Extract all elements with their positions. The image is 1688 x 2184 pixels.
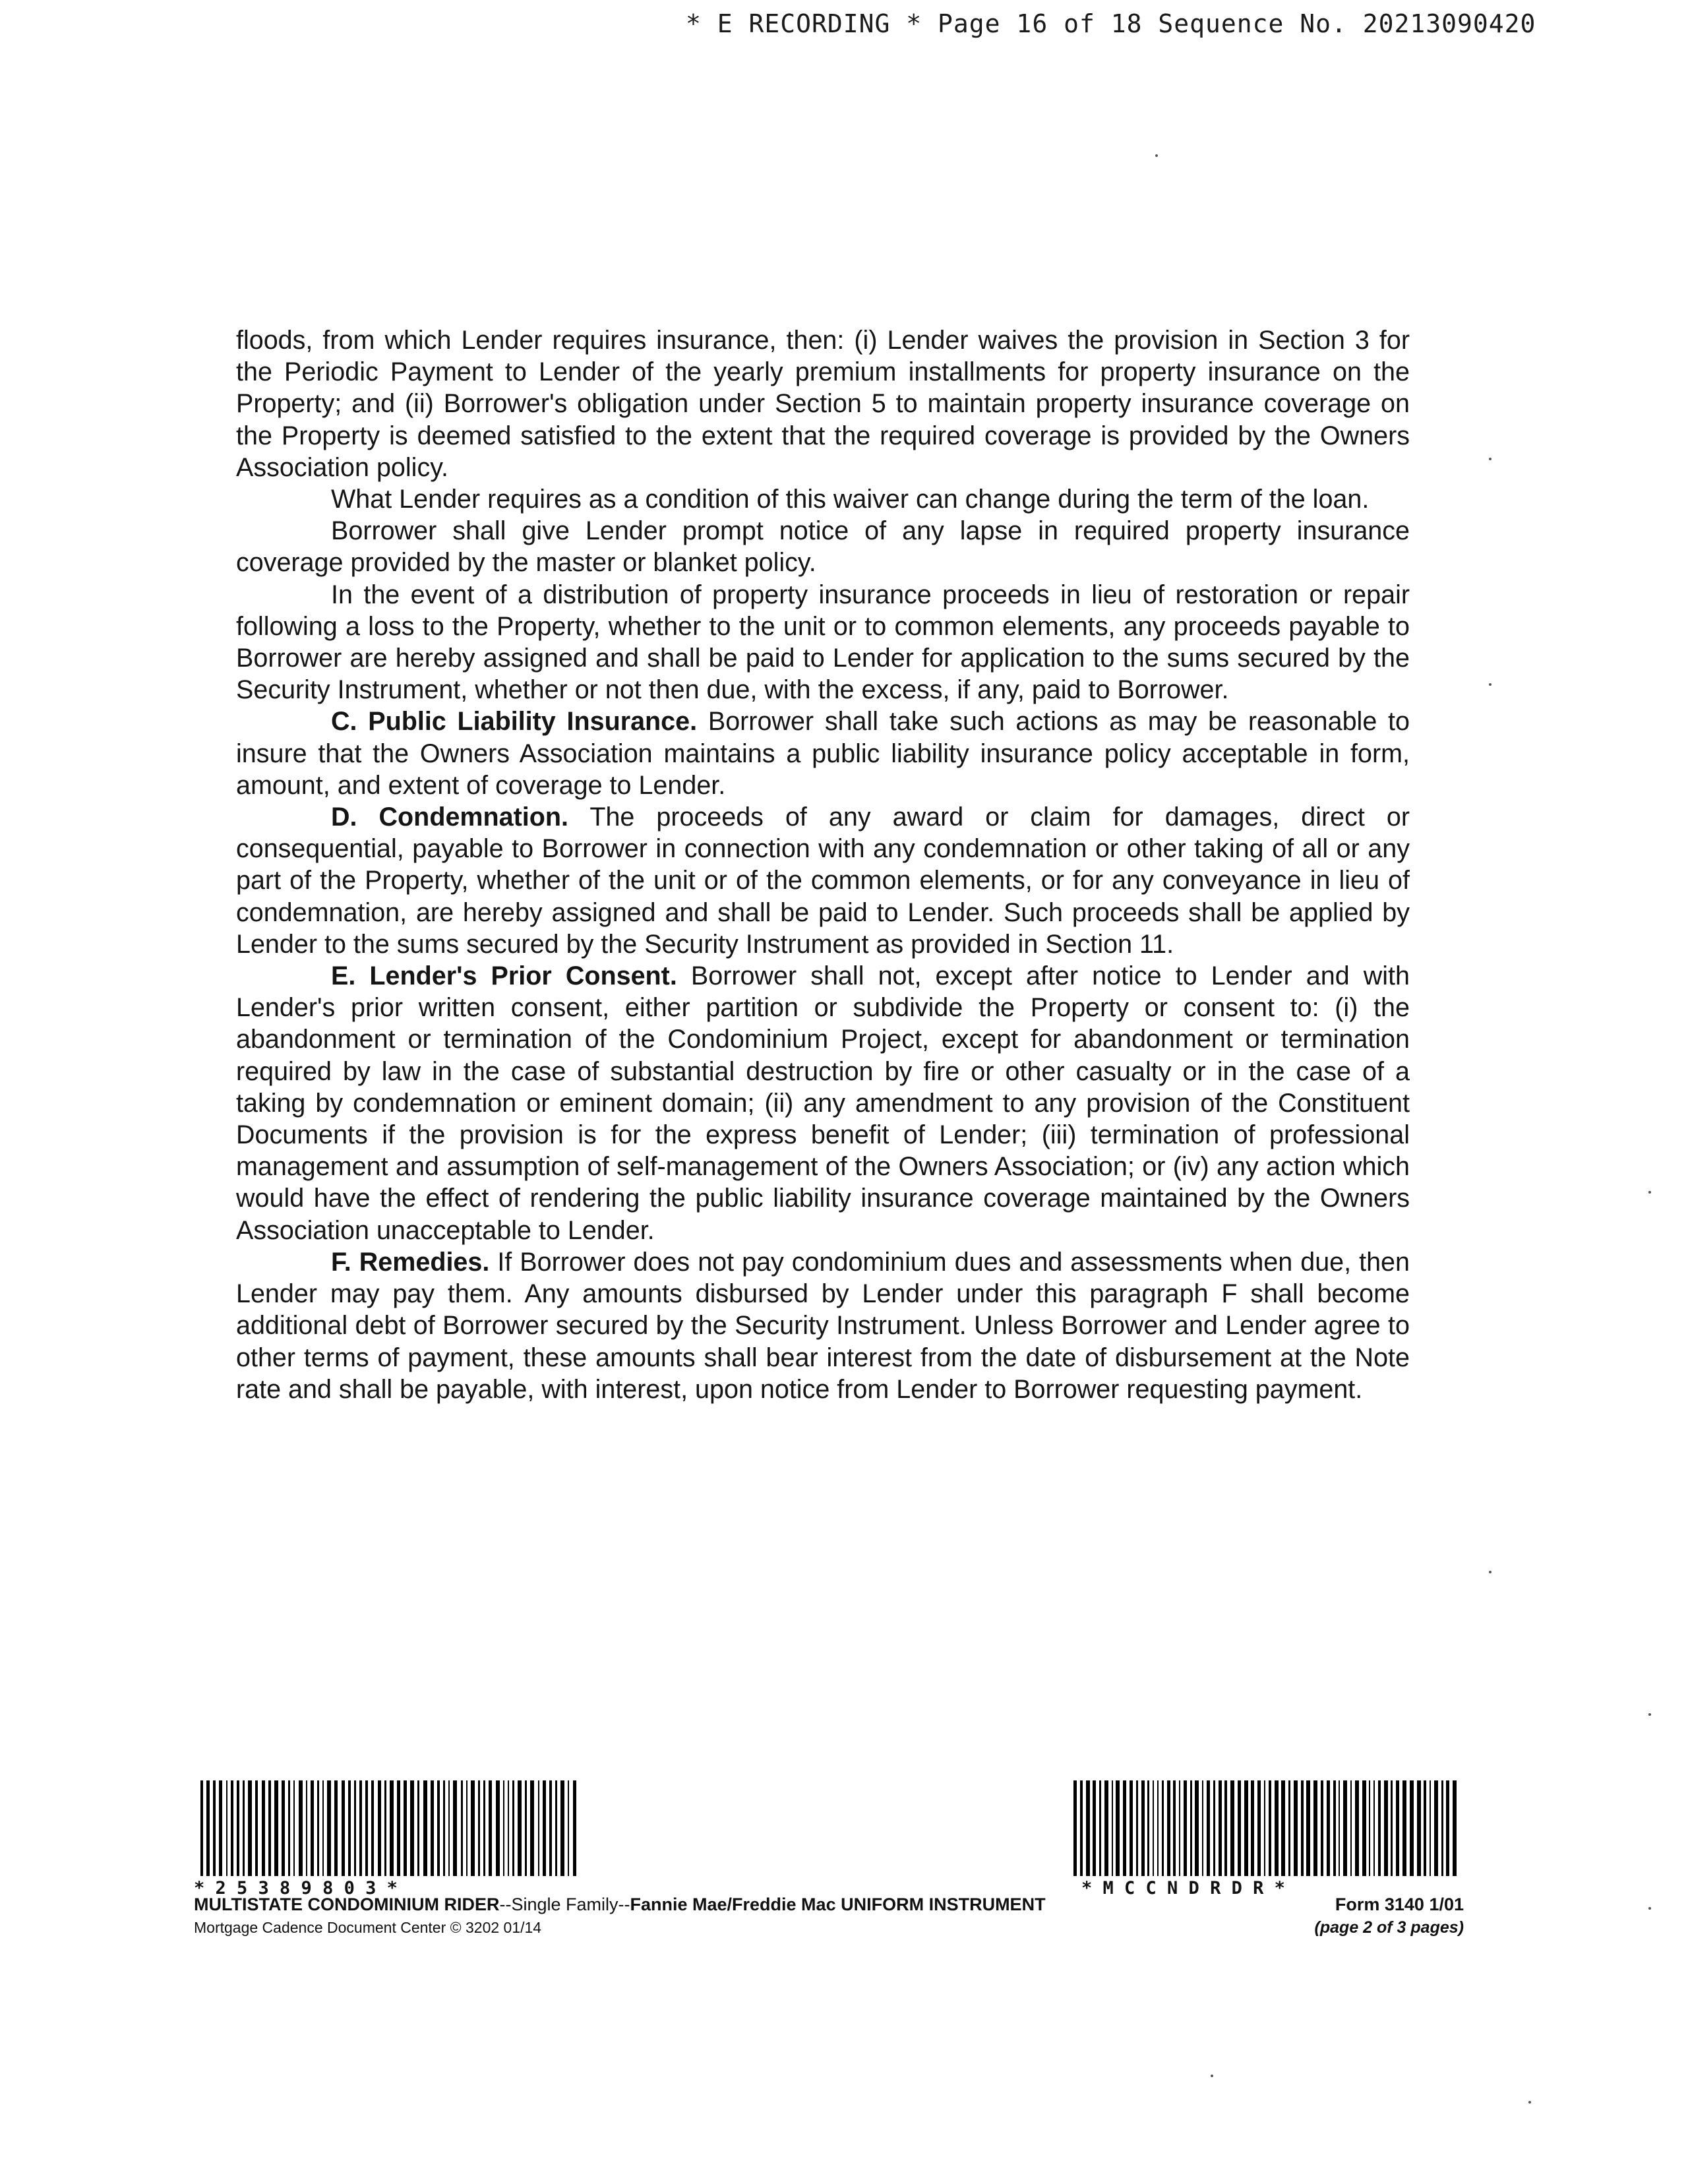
paragraph-lapse-notice: Borrower shall give Lender prompt notice of any lapse in required property insurance coverage provided by the master or blanket policy. xyxy=(236,516,1410,578)
barcode-bar xyxy=(1269,1780,1271,1876)
form-title-rest: Fannie Mae/Freddie Mac UNIFORM INSTRUMENT xyxy=(630,1895,1046,1914)
barcode-bar xyxy=(1184,1780,1187,1876)
barcode-left-caption: * 2 5 3 8 9 8 0 3 * xyxy=(194,1878,398,1898)
section-remedies xyxy=(236,1246,1410,1405)
barcode-bar xyxy=(378,1780,381,1876)
barcode-bar xyxy=(1195,1780,1199,1876)
barcode-bar xyxy=(1339,1780,1340,1876)
barcode-bar xyxy=(1207,1780,1210,1876)
barcode-bar xyxy=(306,1780,307,1876)
barcode-bar xyxy=(471,1780,475,1876)
section-prior-consent xyxy=(236,960,1410,1246)
barcode-bar xyxy=(1104,1780,1108,1876)
barcode-bar xyxy=(248,1780,252,1876)
barcode-bar xyxy=(282,1780,285,1876)
barcode-bar xyxy=(508,1780,509,1876)
barcode-bar xyxy=(311,1780,314,1876)
barcode-bar xyxy=(512,1780,514,1876)
barcode-bar xyxy=(1402,1780,1406,1876)
barcode-bar xyxy=(354,1780,356,1876)
barcode-bar xyxy=(262,1780,265,1876)
barcode-bar xyxy=(573,1780,576,1876)
scan-speck xyxy=(1489,683,1492,686)
barcode-bar xyxy=(443,1780,445,1876)
barcode-bar xyxy=(1213,1780,1215,1876)
barcode-bar xyxy=(1396,1780,1399,1876)
barcode-bar xyxy=(1362,1780,1366,1876)
page-indicator: (page 2 of 3 pages) xyxy=(1314,1918,1464,1937)
section-text: Borrower shall not, except after notice to Lender and with Lender's prior written consent, either partition or subdivide the Property or consent to: (i) the abandonment or termination of the Condominium Project, except for abandonment or termination required by law in the case of substantial destruction by fire or other casualty or in the case of a taking by condemnation or eminent domain; (ii) any amendment to any provision of the Constituent Documents if the provision is for the express benefit of Lender; (iii) termination of professional management and assumption of self-management of the Owners Association; or (iv) any action which would have the effect of rendering the public liability insurance coverage maintained by the Owners Association unacceptable to Lender. xyxy=(236,961,1410,1245)
paragraph-floods: floods, from which Lender requires insurance, then: (i) Lender waives the provision in Section 3 for the Periodic Payment to Lender of the yearly premium installments for property insurance on the Property; and (ii) Borrower's obligation under Section 5 to maintain property insurance coverage on the Property is deemed satisfied to the extent that the required coverage is provided by the Owners Association policy. xyxy=(236,326,1410,482)
barcode-bar xyxy=(1384,1780,1388,1876)
barcode-bar xyxy=(1167,1780,1170,1876)
barcode-bar xyxy=(219,1780,222,1876)
section-heading: C. Public Liability Insurance. xyxy=(331,707,698,737)
barcode-bar xyxy=(1219,1780,1222,1876)
barcode-bar xyxy=(1153,1780,1154,1876)
barcode-bar xyxy=(1441,1780,1443,1876)
barcode-bar xyxy=(525,1780,527,1876)
barcode-bar xyxy=(1343,1780,1347,1876)
section-public-liability xyxy=(236,706,1410,801)
form-title-main: MULTISTATE CONDOMINIUM RIDER xyxy=(194,1895,500,1914)
barcode-bar xyxy=(549,1780,552,1876)
barcode-bar xyxy=(1123,1780,1126,1876)
barcode-bar xyxy=(206,1780,210,1876)
barcode-bar xyxy=(461,1780,463,1876)
barcode-bar xyxy=(453,1780,457,1876)
barcode-bar xyxy=(448,1780,450,1876)
scan-speck xyxy=(1648,1191,1651,1194)
barcode-bar xyxy=(365,1780,368,1876)
barcode-bar xyxy=(1173,1780,1176,1876)
barcode-bar xyxy=(1238,1780,1241,1876)
barcode-bar xyxy=(568,1780,569,1876)
barcode-bar xyxy=(1112,1780,1113,1876)
barcode-bar xyxy=(327,1780,331,1876)
barcode-bar xyxy=(1099,1780,1101,1876)
barcode-bar xyxy=(1453,1780,1457,1876)
barcode-bar xyxy=(274,1780,278,1876)
form-title-sub: --Single Family-- xyxy=(499,1895,630,1914)
barcode-bar xyxy=(1355,1780,1359,1876)
scan-speck xyxy=(1648,1713,1651,1716)
barcode-bar xyxy=(317,1780,319,1876)
barcode-bar xyxy=(1288,1780,1290,1876)
barcode-bar xyxy=(1086,1780,1090,1876)
barcode-bar xyxy=(1179,1780,1180,1876)
paragraph-waiver: What Lender requires as a condition of this waiver can change during the term of the loan. xyxy=(331,485,1370,514)
barcode-bar xyxy=(1350,1780,1352,1876)
barcode-bar xyxy=(1157,1780,1159,1876)
section-text: The proceeds of any award or claim for damages, direct or consequential, payable to Borrower in connection with any condemnation or other taking of all or any part of the Property, whether of the unit or of the common elements, or for any conveyance in lieu of condemnation, are hereby assigned and shall be paid to Lender. Such proceeds shall be applied by Lender to the sums secured by the Security Instrument as provided in Section 11. xyxy=(236,803,1410,959)
barcode-bar xyxy=(1430,1780,1431,1876)
barcode-bar xyxy=(1378,1780,1381,1876)
barcode-bar xyxy=(1162,1780,1164,1876)
barcode-bar xyxy=(437,1780,440,1876)
barcode-bar xyxy=(1417,1780,1421,1876)
barcode-bar xyxy=(1130,1780,1133,1876)
barcode-bar xyxy=(359,1780,362,1876)
barcode-bar xyxy=(299,1780,303,1876)
scan-speck xyxy=(1489,458,1492,460)
barcode-bar xyxy=(1391,1780,1393,1876)
scan-speck xyxy=(1155,154,1158,157)
barcode-bar xyxy=(503,1780,504,1876)
scan-speck xyxy=(1648,1907,1651,1910)
barcode-bar xyxy=(1224,1780,1227,1876)
barcode-bar xyxy=(268,1780,271,1876)
barcode-bar xyxy=(1313,1780,1317,1876)
barcode-bar xyxy=(496,1780,500,1876)
barcode-bar xyxy=(1275,1780,1279,1876)
barcode-right-caption: * M C C N D R D R * xyxy=(1081,1878,1285,1898)
paragraph-insurance-proceeds: In the event of a distribution of property insurance proceeds in lieu of restoration or repair following a loss to the Property, whether to the unit or to common elements, any proceeds payable to Borrower are hereby assigned and shall be paid to Lender for application to the sums secured by the Security Instrument, whether or not then due, with the excess, if any, paid to Borrower. xyxy=(236,580,1410,705)
barcode-bar xyxy=(518,1780,522,1876)
barcode-bar xyxy=(1306,1780,1310,1876)
barcode-bar xyxy=(417,1780,419,1876)
scan-speck xyxy=(1528,2101,1531,2104)
barcode-bar xyxy=(371,1780,374,1876)
barcode-bar xyxy=(1294,1780,1298,1876)
barcode-bar xyxy=(226,1780,227,1876)
section-heading: F. Remedies. xyxy=(331,1247,490,1277)
barcode-bar xyxy=(1190,1780,1192,1876)
barcode-bar xyxy=(322,1780,324,1876)
barcode-bar xyxy=(288,1780,290,1876)
barcode-bar xyxy=(478,1780,480,1876)
barcode-bar xyxy=(348,1780,351,1876)
document-center-line: Mortgage Cadence Document Center © 3202 01/14 xyxy=(194,1919,542,1936)
barcode-bar xyxy=(1434,1780,1438,1876)
barcode-bar xyxy=(431,1780,434,1876)
barcode-bar xyxy=(1333,1780,1336,1876)
barcode-bar xyxy=(483,1780,485,1876)
barcode-bar xyxy=(1327,1780,1330,1876)
barcode-bar xyxy=(560,1780,564,1876)
barcode-bar xyxy=(1424,1780,1426,1876)
barcode-bar xyxy=(1080,1780,1083,1876)
barcode-bar xyxy=(1136,1780,1138,1876)
barcode-bar xyxy=(410,1780,414,1876)
barcode-bar xyxy=(543,1780,546,1876)
barcode-bar xyxy=(237,1780,239,1876)
barcode-bar xyxy=(1410,1780,1414,1876)
barcode-bar xyxy=(1147,1780,1149,1876)
barcode-bar xyxy=(1202,1780,1203,1876)
barcode-bar xyxy=(530,1780,534,1876)
barcode-bar xyxy=(213,1780,216,1876)
barcode-bar xyxy=(231,1780,233,1876)
barcode-bar xyxy=(555,1780,557,1876)
form-title xyxy=(194,1895,1183,1915)
barcode-bar xyxy=(1446,1780,1449,1876)
barcode-bar xyxy=(390,1780,394,1876)
barcode-bar xyxy=(1321,1780,1323,1876)
barcode-bar xyxy=(1230,1780,1234,1876)
barcode-bar xyxy=(404,1780,407,1876)
barcode-bar xyxy=(1116,1780,1120,1876)
barcode-bar xyxy=(200,1780,203,1876)
barcode-bar xyxy=(1244,1780,1248,1876)
barcode-bar xyxy=(1373,1780,1375,1876)
barcode-bar xyxy=(1257,1780,1261,1876)
barcode-bar xyxy=(466,1780,467,1876)
barcode-bar xyxy=(1281,1780,1285,1876)
barcode-bar xyxy=(423,1780,427,1876)
barcode-bar xyxy=(334,1780,338,1876)
barcode-right xyxy=(1073,1780,1457,1876)
barcode-bar xyxy=(489,1780,492,1876)
scan-speck xyxy=(1211,2075,1213,2077)
section-text: Borrower shall take such actions as may be reasonable to insure that the Owners Association maintains a public liability insurance policy acceptable in form, amount, and extent of coverage to Lender. xyxy=(236,707,1410,800)
section-heading: E. Lender's Prior Consent. xyxy=(331,961,677,991)
form-number: Form 3140 1/01 xyxy=(1335,1895,1464,1914)
barcode-bar xyxy=(1093,1780,1096,1876)
barcode-bar xyxy=(255,1780,258,1876)
document-body xyxy=(236,324,1410,1405)
barcode-left xyxy=(200,1780,576,1876)
barcode-bar xyxy=(1141,1780,1145,1876)
section-heading: D. Condemnation. xyxy=(331,803,568,832)
barcode-bar xyxy=(243,1780,245,1876)
barcode-bar xyxy=(538,1780,539,1876)
barcode-bar xyxy=(384,1780,386,1876)
barcode-bar xyxy=(1301,1780,1304,1876)
section-condemnation xyxy=(236,801,1410,960)
section-text: If Borrower does not pay condominium dues and assessments when due, then Lender may pay them. Any amounts disbursed by Lender under this paragraph F shall become additional debt of Borrower secured by the Security Instrument. Unless Borrower and Lender agree to other terms of payment, these amounts shall bear interest from the date of disbursement at the Note rate and shall be payable, with interest, upon notice from Lender to Borrower requesting payment. xyxy=(236,1247,1410,1404)
barcode-bar xyxy=(342,1780,345,1876)
barcode-bar xyxy=(293,1780,295,1876)
barcode-bar xyxy=(1369,1780,1370,1876)
barcode-bar xyxy=(1264,1780,1265,1876)
barcode-bar xyxy=(397,1780,400,1876)
barcode-bar xyxy=(1073,1780,1077,1876)
barcode-bar xyxy=(1251,1780,1254,1876)
recording-stamp: * E RECORDING * Page 16 of 18 Sequence No. 20213090420 xyxy=(686,9,1536,38)
scan-speck xyxy=(1489,1571,1492,1573)
